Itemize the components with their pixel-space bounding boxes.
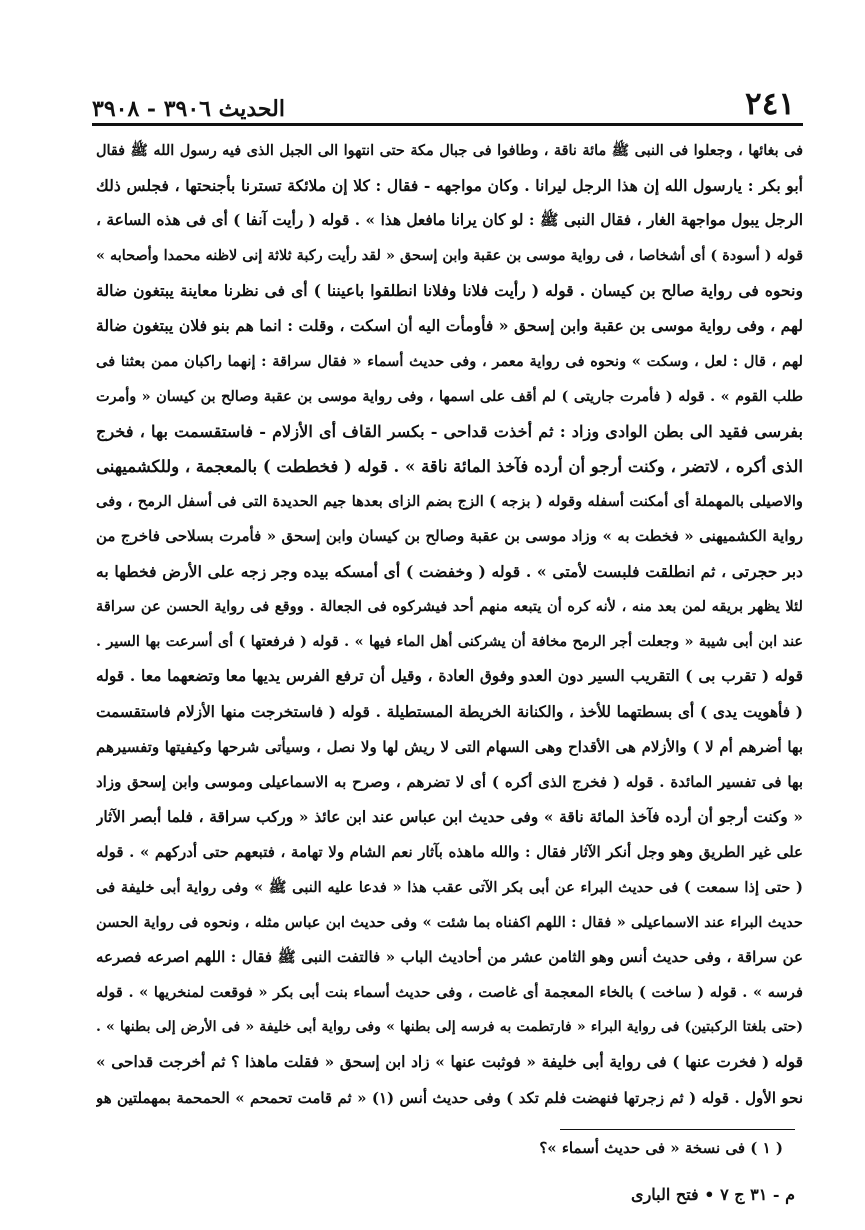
printer-signature: م - ٣١ ج ٧ • فتح البارى bbox=[631, 1185, 795, 1204]
text-line: والاصيلى بالمهملة أى أمكنت أسفله وقوله ( بزجه ) الزج بضم الزاى بعدها جيم الحديدة التى فى أسفل الرمح ، وفى bbox=[96, 492, 803, 510]
footnote-rule bbox=[560, 1129, 795, 1130]
footnote: ( ١ ) فى نسخة « فى حديث أسماء »؟ bbox=[539, 1139, 783, 1157]
text-line: ونحوه فى رواية صالح بن كيسان . قوله ( رأيت فلانا وفلانا انطلقوا باعيننا ) أى فى نظرنا معاينة يبتغون ضالة bbox=[96, 281, 803, 301]
text-line: قوله ( فخرت عنها ) فى رواية أبى خليفة « فوثبت عنها » زاد ابن إسحق « فقلت ماهذا ؟ ثم أخرجت قداحى » bbox=[96, 1053, 803, 1072]
page-header bbox=[92, 82, 795, 122]
text-line: الرجل يبول مواجهة الغار ، فقال النبى ﷺ : لو كان يرانا مافعل هذا » . قوله ( رأيت آنفا ) أى فى هذه الساعة ، bbox=[96, 211, 803, 230]
text-line: الذى أكره ، لاتضر ، وكنت أرجو أن أرده فآخذ المائة ناقة » . قوله ( فخططت ) بالمعجمة ، وللكشميهنى bbox=[96, 456, 803, 476]
text-line: لهم ، وفى رواية موسى بن عقبة وابن إسحق « فأومأت اليه أن اسكت ، وقلت : انما هم بنو فلان يبتغون ضالة bbox=[96, 316, 803, 336]
text-line: نحو الأول . قوله ( ثم زجرتها فنهضت فلم تكد ) وفى حديث أنس (١) « ثم قامت تحمحم » الحمحمة بمهملتين هو bbox=[96, 1088, 803, 1107]
header-rule bbox=[92, 123, 803, 126]
text-line: حديث البراء عند الاسماعيلى « فقال : اللهم اكفناه بما شئت » وفى حديث ابن عباس مثله ، ونحوه فى رواية الحسن bbox=[96, 914, 803, 932]
text-line: لهم ، قال : لعل ، وسكت » ونحوه فى رواية معمر ، وفى حديث أسماء « فقال سراقة : إنهما راكبان ممن بعثنا فى bbox=[96, 352, 803, 370]
text-line: « وكنت أرجو أن أرده فآخذ المائة ناقة » وفى حديث ابن عباس عند ابن عائذ « وركب سراقة ، فلما أبصر الآثار bbox=[96, 807, 803, 826]
page-number: ٢٤١ bbox=[745, 86, 795, 122]
text-line: أبو بكر : يارسول الله إن هذا الرجل ليرانا . وكان مواجهه - فقال : كلا إن ملائكة تسترنا بأجنحتها ، فجلس ذلك bbox=[96, 176, 803, 196]
text-line: عن سراقة ، وفى حديث أنس وهو الثامن عشر من أحاديث الباب « فالتفت النبى ﷺ فقال : اللهم اصرعه فصرعه bbox=[96, 948, 803, 967]
text-line: فى بغائها ، وجعلوا فى النبى ﷺ مائة ناقة ، وطافوا فى جبال مكة حتى انتهوا الى الجبل الذى فيه رسول الله ﷺ فقال bbox=[96, 142, 803, 159]
running-title: الحديث ٣٩٠٦ - ٣٩٠٨ bbox=[92, 96, 285, 122]
text-line: قوله ( تقرب بى ) التقريب السير دون العدو وفوق العادة ، وقيل أن ترفع الفرس يديها معا وتضعهما معا . قوله bbox=[96, 667, 803, 686]
text-line: ( فأهويت يدى ) أى بسطتهما للأخذ ، والكنانة الخريطة المستطيلة . قوله ( فاستخرجت منها الأزلام فاستقسمت bbox=[96, 702, 803, 721]
text-line: فرسه » . قوله ( ساخت ) بالخاء المعجمة أى غاصت ، وفى حديث أسماء بنت أبى بكر « فوقعت لمنخريها » . قوله bbox=[96, 984, 803, 1002]
text-line: طلب القوم » . قوله ( فأمرت جاريتى ) لم أقف على اسمها ، وفى رواية موسى بن عقبة وصالح بن كيسان « وأمرت bbox=[96, 387, 803, 405]
commentary-text bbox=[96, 133, 803, 1116]
text-line: عند ابن أبى شيبة « وجعلت أجر الرمح مخافة أن يشركنى أهل الماء فيها » . قوله ( فرفعتها ) أى أسرعت بها السير . bbox=[96, 633, 803, 651]
text-line: ( حتى إذا سمعت ) فى حديث البراء عن أبى بكر الآتى عقب هذا « فدعا عليه النبى ﷺ » وفى رواية أبى خليفة فى bbox=[96, 878, 803, 896]
text-line: (حتى بلغتا الركبتين) فى رواية البراء « فارتطمت به فرسه إلى بطنها » وفى رواية أبى خليفة « فى الأرض إلى بطنها » . bbox=[96, 1019, 803, 1036]
text-line: بفرسى فقيد الى بطن الوادى وزاد : ثم أخذت قداحى - بكسر القاف أى الأزلام - فاستقسمت بها ، فخرج bbox=[96, 421, 803, 441]
text-line: على غير الطريق وهو وجل أنكر الآثار فقال : والله ماهذه بآثار نعم الشام ولا تهامة ، فتبعهم حتى أدركهم » . قوله bbox=[96, 842, 803, 861]
text-line: بها أضرهم أم لا ) والأزلام هى الأقداح وهى السهام التى لا ريش لها ولا نصل ، وسيأتى شرحها وكيفيتها وتفسيرهم bbox=[96, 737, 803, 756]
text-line: قوله ( أسودة ) أى أشخاصا ، فى رواية موسى بن عقبة وابن إسحق « لقد رأيت ركبة ثلاثة إنى لاظنه محمدا وأصحابه » bbox=[96, 247, 803, 265]
text-line: دبر حجرتى ، ثم انطلقت فلبست لأمتى » . قوله ( وخفضت ) أى أمسكه بيده وجر زجه على الأرض فخطها به bbox=[96, 562, 803, 582]
text-line: بها فى تفسير المائدة . قوله ( فخرج الذى أكره ) أى لا تضرهم ، وصرح به الاسماعيلى وموسى وابن إسحق وزاد bbox=[96, 772, 803, 791]
text-line: رواية الكشميهنى « فخطت به » وزاد موسى بن عقبة وصالح بن كيسان وابن إسحق « فأمرت بسلاحى فاخرج من bbox=[96, 527, 803, 546]
text-line: لئلا يظهر بريقه لمن بعد منه ، لأنه كره أن يتبعه منهم أحد فيشركوه فى الجعالة . ووقع فى رواية الحسن عن سراقة bbox=[96, 598, 803, 616]
